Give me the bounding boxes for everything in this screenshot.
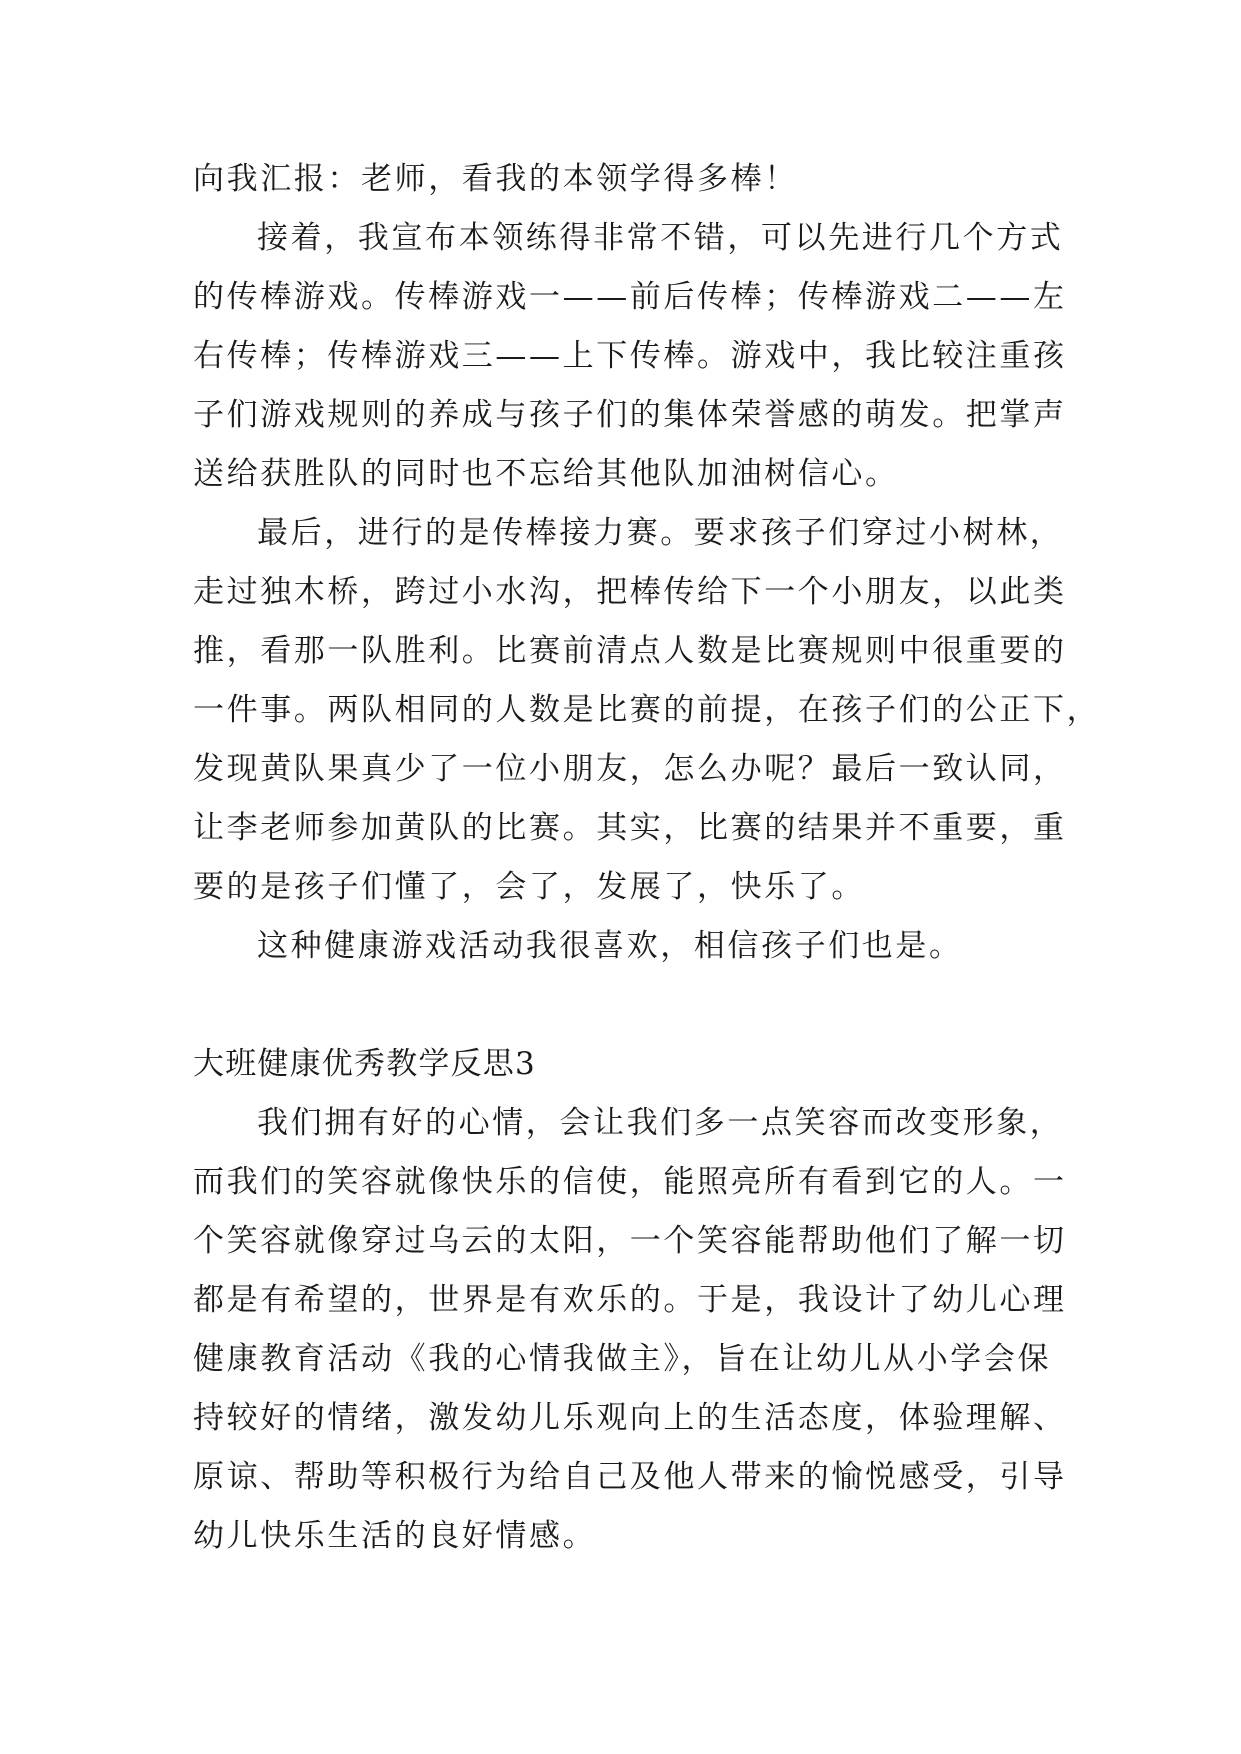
paragraph-line: 健康教育活动《我的心情我做主》，旨在让幼儿从小学会保 [193, 1341, 1052, 1377]
paragraph-line: 个笑容就像穿过乌云的太阳，一个笑容能帮助他们了解一切 [193, 1223, 1067, 1259]
paragraph-line: 要的是孩子们懂了，会了，发展了，快乐了。 [193, 869, 865, 905]
paragraph-line: 推，看那一队胜利。比赛前清点人数是比赛规则中很重要的 [193, 633, 1067, 669]
paragraph-line: 都是有希望的，世界是有欢乐的。于是，我设计了幼儿心理 [193, 1282, 1067, 1318]
document-body [193, 150, 1101, 1566]
paragraph-line: 向我汇报：老师，看我的本领学得多棒！ [193, 161, 798, 197]
paragraph-line: 发现黄队果真少了一位小朋友，怎么办呢？最后一致认同， [193, 751, 1067, 787]
paragraph-line: 送给获胜队的同时也不忘给其他队加油树信心。 [193, 456, 899, 492]
paragraph-line: 接着，我宣布本领练得非常不错，可以先进行几个方式 [257, 220, 1064, 256]
paragraph-line: 这种健康游戏活动我很喜欢，相信孩子们也是。 [257, 928, 963, 964]
paragraph-line: 而我们的笑容就像快乐的信使，能照亮所有看到它的人。一 [193, 1164, 1067, 1200]
paragraph-line: 走过独木桥，跨过小水沟，把棒传给下一个小朋友，以此类 [193, 574, 1067, 610]
paragraph-line: 幼儿快乐生活的良好情感。 [193, 1518, 597, 1554]
paragraph-line: 右传棒；传棒游戏三——上下传棒。游戏中，我比较注重孩 [193, 338, 1067, 374]
paragraph-line: 我们拥有好的心情，会让我们多一点笑容而改变形象， [257, 1105, 1064, 1141]
paragraph-line: 的传棒游戏。传棒游戏一——前后传棒；传棒游戏二——左 [193, 279, 1067, 315]
section-heading: 大班健康优秀教学反思3 [193, 1046, 536, 1082]
paragraph-line: 让李老师参加黄队的比赛。其实，比赛的结果并不重要，重 [193, 810, 1067, 846]
paragraph-line: 一件事。两队相同的人数是比赛的前提，在孩子们的公正下， [193, 692, 1101, 728]
paragraph-line: 持较好的情绪，激发幼儿乐观向上的生活态度，体验理解、 [193, 1400, 1067, 1436]
paragraph-line: 最后，进行的是传棒接力赛。要求孩子们穿过小树林， [257, 515, 1064, 551]
paragraph-line: 子们游戏规则的养成与孩子们的集体荣誉感的萌发。把掌声 [193, 397, 1067, 433]
paragraph-line: 原谅、帮助等积极行为给自己及他人带来的愉悦感受，引导 [193, 1459, 1067, 1495]
